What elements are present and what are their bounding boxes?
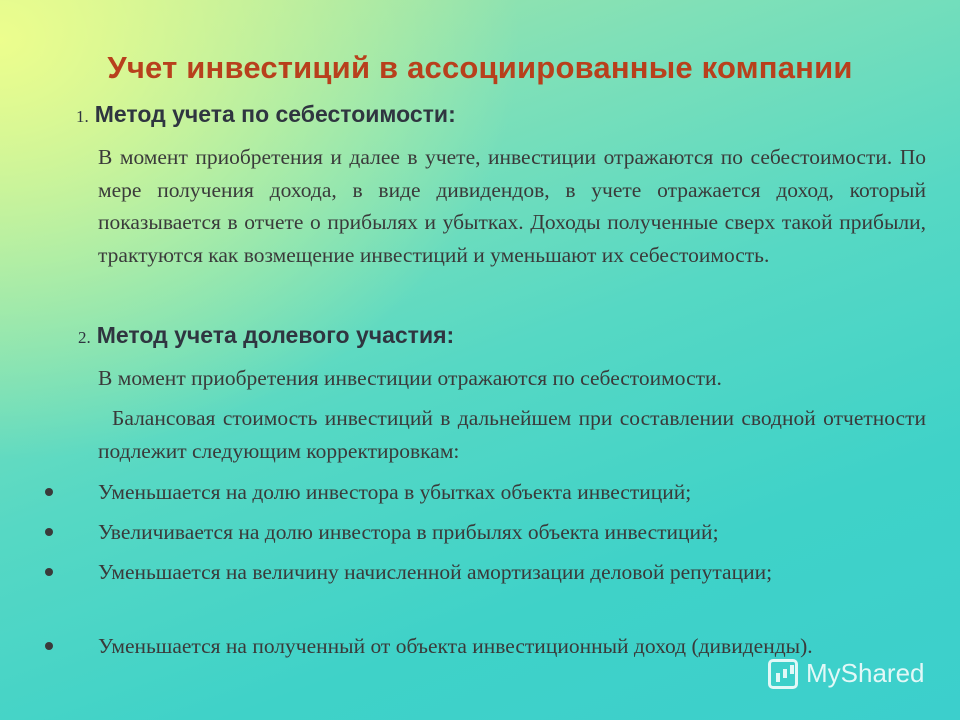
section1-number: 1.	[76, 107, 89, 126]
watermark	[768, 658, 925, 689]
watermark-text: MyShared	[806, 658, 925, 688]
list-item	[98, 476, 926, 509]
slide-title: Учет инвестиций в ассоциированные компании	[107, 50, 853, 85]
section2-paragraph2: Балансовая стоимость инвестиций в дальнейшем при составлении сводной отчетности подлежит следующим корректировкам:	[98, 406, 926, 463]
list-item-text: Увеличивается на долю инвестора в прибылях объекта инвестиций;	[98, 520, 719, 544]
bullet-icon	[45, 568, 53, 576]
section2-paragraph1: В момент приобретения инвестиции отражаются по себестоимости.	[98, 366, 722, 390]
section1-heading	[76, 101, 456, 128]
section1-paragraph: В момент приобретения и далее в учете, инвестиции отражаются по себестоимости. По мере получения дохода, в виде дивидендов, в учете отражается доход, который показывается в отчете о прибылях и убытках. Доходы полученные сверх такой прибыли, трактуются как возмещение инвестиций и уменьшают их себестоимость.	[98, 145, 926, 267]
list-item-text: Уменьшается на полученный от объекта инвестиционный доход (дивиденды).	[98, 634, 813, 658]
bullet-icon	[45, 528, 53, 536]
list-item	[98, 516, 926, 549]
section2-heading-text: Метод учета долевого участия:	[96, 322, 455, 348]
section2-number: 2.	[78, 328, 91, 347]
bullet-icon	[45, 642, 53, 650]
section2-heading	[78, 322, 454, 349]
bullet-icon	[45, 488, 53, 496]
presentation-icon	[768, 659, 798, 689]
list-item-text: Уменьшается на величину начисленной амортизации деловой репутации;	[98, 560, 773, 584]
list-item-text: Уменьшается на долю инвестора в убытках объекта инвестиций;	[98, 480, 692, 504]
section1-heading-text: Метод учета по себестоимости:	[94, 101, 456, 127]
list-item	[98, 556, 926, 589]
